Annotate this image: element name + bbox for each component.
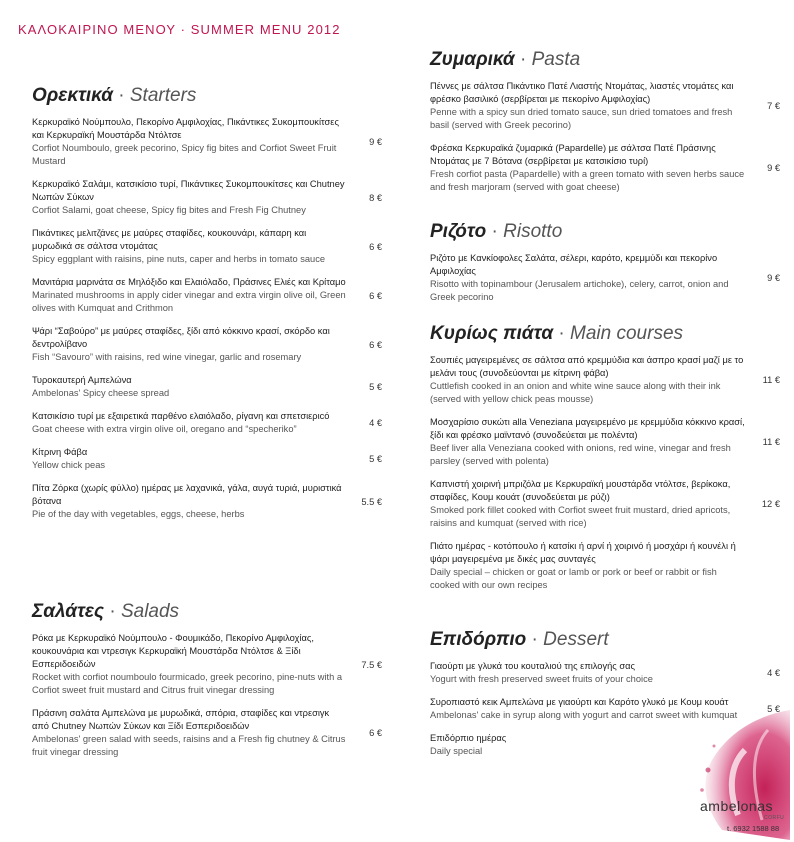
- menu-item-text: [32, 276, 347, 315]
- menu-item-price: 6 €: [369, 290, 382, 301]
- menu-item-greek: Κατσικίσιο τυρί με εξαιρετικά παρθένο ελαιόλαδο, ρίγανη και σπετσιεριcό: [32, 411, 330, 421]
- menu-item-greek: Καπνιστή χοιρινή μπριζόλα με Κερκυραϊκή μουστάρδα ντόλτσε, βερίκοκα, σταφίδες, Κουμ κουάτ (συνοδεύεται με ρύζι): [430, 479, 731, 502]
- menu-item-price: 9 €: [767, 273, 780, 283]
- section-title: Ριζότο · Risotto: [430, 221, 563, 242]
- menu-item-text: [430, 540, 745, 592]
- menu-item-text: [430, 478, 745, 530]
- menu-item-price: 6 €: [369, 339, 382, 350]
- menu-item-english: Smoked pork fillet cooked with Corfiot sweet fruit mustard, dried apricots, raisins and kumquat (served with rice): [430, 505, 731, 528]
- menu-item-price: 6 €: [369, 241, 382, 252]
- section-title-greek: Κυρίως πιάτα: [430, 323, 554, 344]
- section-title-greek: Σαλάτες: [32, 601, 105, 622]
- section-title-english: Starters: [129, 85, 197, 106]
- logo-subtitle: CORFU: [764, 815, 785, 821]
- menu-item-english: Rocket with corfiot noumboulo fourmicado, greek pecorino, pine-nuts with a Corfiot sweet fruit mustard and Citrus fruit vinegar dressing: [32, 672, 343, 695]
- menu-item-english: Yogurt with fresh preserved sweet fruits of your choice: [430, 674, 653, 684]
- menu-item-english: Yellow chick peas: [32, 460, 106, 470]
- menu-item: [32, 707, 382, 759]
- menu-item-text: [32, 374, 347, 400]
- menu-item-english: Daily special: [430, 746, 483, 756]
- section-title-greek: Ριζότο: [430, 221, 487, 242]
- section-title-english: Main courses: [570, 323, 684, 344]
- section-title: Ζυμαρικά · Pasta: [430, 49, 581, 70]
- menu-item-greek: Φρέσκα Κερκυραϊκά ζυμαρικά (Papardelle) με σάλτσα Πατέ Πράσινης Ντομάτας με 7 Βότανα (σερβίρεται με κατσικίσιο τυρί): [430, 143, 716, 166]
- menu-item-price: 5.5 €: [361, 496, 382, 507]
- menu-item-english: Daily special – chicken or goat or lamb or pork or beef or rabbit or fish cooked with our own recipes: [430, 567, 717, 590]
- menu-item-english: Ambelonas' Spicy cheese spread: [32, 388, 170, 398]
- menu-item-greek: Σουπιές μαγειρεμένες σε σάλτσα από κρεμμύδια και άσπρο κρασί μαζί με το μελάνι τους (συνοδεύονται με κίτρινη φάβα): [430, 355, 744, 378]
- menu-item: [32, 446, 382, 472]
- menu-item: [32, 632, 382, 697]
- menu-item: [32, 178, 382, 217]
- menu-item-english: Penne with a spicy sun dried tomato sauce, sun dried tomatoes and fresh basil (served with Greek pecorino): [430, 107, 733, 130]
- menu-item-text: [32, 178, 347, 217]
- menu-item-greek: Ρόκα με Κερκυραϊκό Νούμπουλο - Φουμικάδο, Πεκορίνο Αμφιλοχίας, κουκουνάρια και ντρεσιγκ Κερκυραϊκή Μουστάρδα Ντόλτσε & Ξίδι Εσπεριδοειδών: [32, 633, 314, 669]
- menu-item-price: 4 €: [767, 668, 780, 678]
- menu-item-greek: Πέννες με σάλτσα Πικάντικο Πατέ Λιαστής Ντομάτας, λιαστές ντομάτες και φρέσκο βασιλικό (σερβίρεται με πεκορίνο Αμφιλοχίας): [430, 81, 734, 104]
- menu-item-text: [32, 410, 347, 436]
- menu-item-english: Ambelonas' cake in syrup along with yogurt and carrot sweet with kumquat: [430, 710, 738, 720]
- menu-item-price: 5 €: [767, 704, 780, 714]
- menu-item-english: Corfiot Salami, goat cheese, Spicy fig bites and Fresh Fig Chutney: [32, 205, 306, 215]
- menu-item-price: 8 €: [369, 192, 382, 203]
- menu-item-text: [430, 252, 745, 304]
- menu-item-english: Ambelonas' green salad with seeds, raisins and a Fresh fig chutney & Citrus fruit vinegar dressing: [32, 734, 346, 757]
- menu-item-greek: Ριζότο με Κανκίοφολες Σαλάτα, σέλερι, καρότο, κρεμμύδι και πεκορίνο Αμφιλοχίας: [430, 253, 718, 276]
- menu-item-greek: Κίτρινη Φάβα: [32, 447, 88, 457]
- section-title: Επιδόρπιο · Dessert: [430, 629, 609, 650]
- menu-item-price: 7 €: [767, 101, 780, 111]
- menu-item-greek: Γιαούρτι με γλυκά του κουταλιού της επιλογής σας: [430, 661, 635, 671]
- menu-item: [32, 325, 382, 364]
- menu-item-english: Goat cheese with extra virgin olive oil, oregano and “specheriko”: [32, 424, 297, 434]
- menu-item-text: [32, 116, 347, 168]
- menu-item-english: Pie of the day with vegetables, eggs, cheese, herbs: [32, 509, 245, 519]
- menu-item-english: Corfiot Noumboulo, greek pecorino, Spicy fig bites and Corfiot Sweet Fruit Mustard: [32, 143, 337, 166]
- menu-item: [32, 116, 382, 168]
- section-title: Κυρίως πιάτα · Main courses: [430, 323, 684, 344]
- logo-text: ambelonas: [700, 798, 773, 814]
- menu-item: [430, 252, 780, 304]
- menu-item-price: 9 €: [369, 137, 382, 147]
- menu-item: [32, 410, 382, 436]
- phone-number: t. 6932 1588 88: [727, 824, 780, 833]
- menu-item-text: [430, 80, 745, 132]
- menu-item-greek: Πιάτο ημέρας - κοτόπουλο ή κατσίκι ή αρνί ή χοιρινό ή μοσχάρι ή κουνέλι ή ψάρι μαγειρεμένα με δικές μας συνταγές: [430, 541, 736, 564]
- menu-item-greek: Ψάρι “Σαβούρο” με μαύρες σταφίδες, ξίδι από κόκκινο κρασί, σκόρδο και δεντρολίβανο: [32, 326, 330, 349]
- menu-item: [32, 482, 382, 521]
- menu-item-price: 6 €: [369, 728, 382, 738]
- menu-item-greek: Τυροκαυτερή Αμπελώνα: [32, 375, 132, 385]
- menu-item-english: Marinated mushrooms in apply cider vinegar and extra virgin olive oil, Green olives with Kumquat and Crithmon: [32, 290, 346, 313]
- menu-item: [430, 540, 780, 592]
- menu-item: [430, 142, 780, 194]
- menu-item: [430, 416, 780, 468]
- menu-item-text: [430, 660, 745, 686]
- menu-item-price: 11 €: [762, 437, 780, 447]
- menu-item: [430, 660, 780, 686]
- menu-item-english: Fish “Savouro” with raisins, red wine vinegar, garlic and rosemary: [32, 352, 302, 362]
- menu-item-greek: Πίτα Ζόρκα (χωρίς φύλλο) ημέρας με λαχανικά, γάλα, αυγά τυριά, μυριστικά βότανα: [32, 483, 342, 506]
- menu-item-english: Risotto with topinambour (Jerusalem artichoke), celery, carrot, onion and Greek pecorino: [430, 279, 729, 302]
- menu-item-english: Fresh corfiot pasta (Papardelle) with a green tomato with seven herbs sauce and fresh marjoram (served with goat cheese): [430, 169, 745, 192]
- section-title: Ορεκτικά · Starters: [32, 85, 197, 106]
- menu-item-english: Beef liver alla Veneziana cooked with onions, red wine, vinegar and fresh parsley (served with polenta): [430, 443, 731, 466]
- menu-item-price: 12 €: [761, 499, 780, 509]
- section-title-english: Dessert: [543, 629, 609, 650]
- section-risotto: [430, 220, 780, 314]
- menu-item-price: 11 €: [762, 375, 780, 385]
- menu-item-text: [32, 325, 347, 364]
- menu-item-greek: Κερκυραϊκό Νούμπουλο, Πεκορίνο Αμφιλοχίας, Πικάντικες Συκομπουκίτσες και Κερκυραϊκή Μουστάρδα Ντόλτσε: [32, 117, 339, 140]
- section-title-english: Salads: [120, 601, 180, 622]
- menu-item-price: 5 €: [369, 382, 382, 392]
- menu-item: [32, 374, 382, 400]
- section-title: Σαλάτες · Salads: [32, 601, 180, 622]
- menu-item-text: [430, 142, 745, 194]
- section-starters: [32, 84, 382, 531]
- menu-header: ΚΑΛΟΚΑΙΡΙΝΟ ΜΕΝΟΥ · SUMMER MENU 2012: [18, 22, 341, 37]
- section-pasta: [430, 48, 780, 204]
- section-title-greek: Ζυμαρικά: [430, 49, 515, 70]
- menu-item-text: [32, 632, 347, 697]
- menu-item-text: [32, 446, 347, 472]
- menu-item-text: [32, 707, 347, 759]
- menu-item-text: [32, 227, 347, 266]
- menu-item-price: 9 €: [767, 163, 780, 173]
- menu-item-english: Spicy eggplant with raisins, pine nuts, caper and herbs in tomato sauce: [32, 254, 326, 264]
- menu-item: [32, 227, 382, 266]
- section-mains: [430, 322, 780, 602]
- menu-item-greek: Κερκυραϊκό Σαλάμι, κατσικίσιο τυρί, Πικάντικες Συκομπουκίτσες και Chutney Νωπών Σύκων: [32, 179, 345, 202]
- menu-item-text: [430, 416, 745, 468]
- section-title-greek: Ορεκτικά: [32, 85, 113, 106]
- menu-item-price: 7.5 €: [361, 659, 382, 670]
- menu-item-greek: Πράσινη σαλάτα Αμπελώνα με μυρωδικά, σπόρια, σταφίδες και ντρεσιγκ από Chutney Νωπών Σύκων και Ξίδι Εσπεριδοειδών: [32, 708, 330, 731]
- menu-item: [32, 276, 382, 315]
- menu-item-text: [430, 354, 745, 406]
- section-title-english: Pasta: [531, 49, 581, 70]
- menu-item-text: [32, 482, 347, 521]
- menu-item-english: Cuttlefish cooked in an onion and white wine sauce along with their ink (served with yellow chick peas mousse): [430, 381, 721, 404]
- menu-item-greek: Επιδόρπιο ημέρας: [430, 733, 507, 743]
- menu-item-greek: Πικάντικες μελιτζάνες με μαύρες σταφίδες, κουκουνάρι, κάπαρη και μυρωδικά σε σάλτσα ντομάτας: [32, 228, 307, 251]
- menu-item-greek: Μοσχαρίσιο συκώτι alla Veneziana μαγειρεμένο με κρεμμύδια κόκκινο κρασί, ξίδι και φρέσκο μαϊντανό (συνοδεύεται με πολέντα): [430, 417, 745, 440]
- menu-item-price: 4 €: [369, 418, 382, 428]
- menu-item: [430, 354, 780, 406]
- menu-item-greek: Συροπιαστό κεικ Αμπελώνα με γιαούρτι και Καρότο γλυκό με Κουμ κουάτ: [430, 697, 729, 707]
- section-title-english: Risotto: [503, 221, 563, 242]
- menu-item: [430, 478, 780, 530]
- section-title-greek: Επιδόρπιο: [430, 629, 527, 650]
- section-salads: [32, 600, 382, 769]
- menu-item-greek: Μανιτάρια μαρινάτα σε Μηλόξιδο και Ελαιόλαδο, Πράσινες Ελιές και Κρίταμο: [32, 277, 346, 287]
- menu-item: [430, 80, 780, 132]
- menu-item-price: 5 €: [369, 454, 382, 464]
